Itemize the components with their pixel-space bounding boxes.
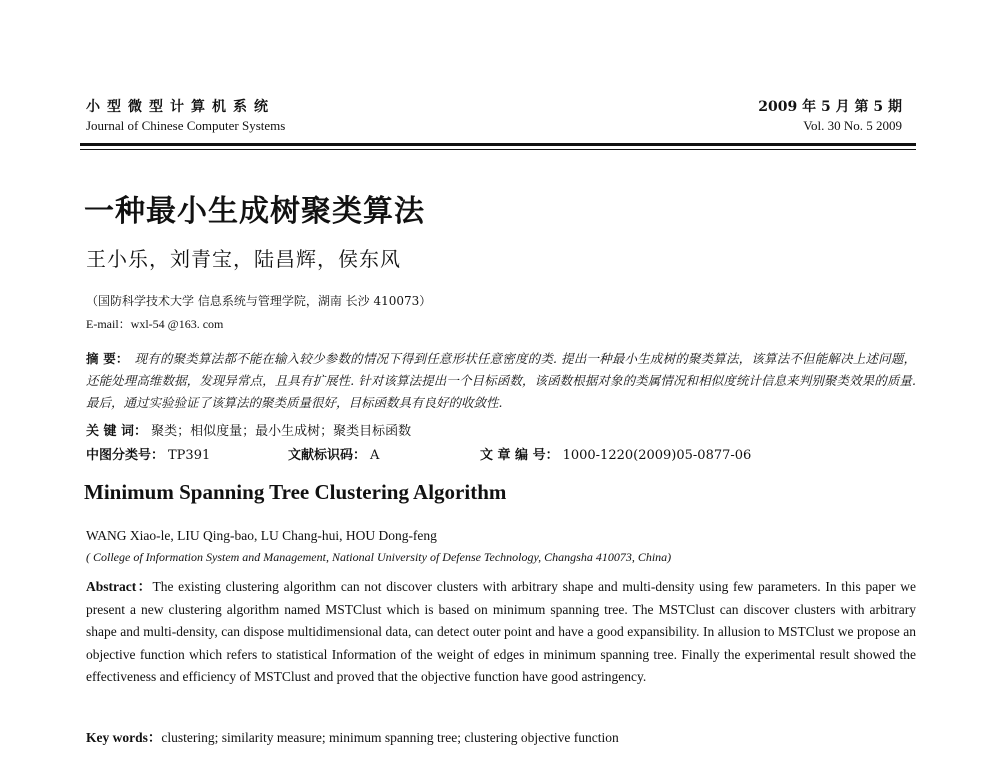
journal-title-en: Journal of Chinese Computer Systems (86, 118, 286, 133)
authors-en: WANG Xiao-le, LIU Qing-bao, LU Chang-hui, HOU Dong-feng (86, 528, 437, 543)
article-number (480, 444, 751, 463)
abstract-cn (86, 348, 916, 414)
affiliation-cn: （国防科学技术大学 信息系统与管理学院，湖南 长沙 410073） (86, 294, 432, 308)
keywords-cn-text: 聚类；相似度量；最小生成树；聚类目标函数 (151, 424, 412, 439)
abstract-en (86, 576, 916, 689)
author-email: E-mail：wxl-54 @163. com (86, 317, 224, 331)
issue-info-cn: 2009 年 5 月 第 5 期 (758, 99, 902, 115)
article-no-label: 文 章 编 号： (480, 448, 559, 463)
abstract-en-text: The existing clustering algorithm can not discover clusters with arbitrary shape and multi-density using few parameters. In this paper we present a new clustering algorithm named MSTClust which is based on minimum spanning tree. The MSTClust can discover clusters with arbitrary shape and multi-density, can dispose multidimensional data, can detect outer point and have a good expansibility. In allusion to MSTClust we propose an objective function which refers to statistical Information of the weight of edges in minimum spanning tree. Finally the experimental result showed the effectiveness and efficiency of MSTClust and proved that the objective function have good astringency. (86, 579, 916, 684)
keywords-en-text: clustering; similarity measure; minimum spanning tree; clustering objective function (161, 730, 619, 745)
abstract-cn-text: 现有的聚类算法都不能在输入较少参数的情况下得到任意形状任意密度的类. 提出一种最小生成树的聚类算法，该算法不但能解决上述问题，还能处理高维数据，发现异常点，且具有扩展性. 针对该算法提出一个目标函数，该函数根据对象的类属情况和相似度统计信息来判别聚类效果的质量. 最后，通过实验验证了该算法的聚类质量很好，目标函数具有良好的收敛性. (86, 351, 916, 410)
article-title-en: Minimum Spanning Tree Clustering Algorithm (84, 480, 507, 504)
keywords-cn (86, 420, 411, 439)
clc-number (86, 444, 210, 463)
clc-value: TP391 (168, 448, 211, 463)
keywords-cn-label: 关 键 词： (86, 424, 148, 439)
doc-code-label: 文献标识码： (288, 448, 367, 463)
doc-code-value: A (370, 448, 380, 463)
abstract-en-label: Abstract： (86, 579, 153, 594)
authors-cn: 王小乐，刘青宝，陆昌辉，侯东风 (86, 247, 401, 271)
issue-info-en: Vol. 30 No. 5 2009 (803, 118, 902, 133)
article-no-value: 1000-1220(2009)05-0877-06 (562, 448, 752, 463)
clc-label: 中图分类号： (86, 448, 165, 463)
header-rule-thin (80, 149, 916, 150)
keywords-en (86, 726, 619, 746)
header-rule-thick (80, 143, 916, 146)
document-code (288, 444, 379, 463)
affiliation-en: ( College of Information System and Management, National University of Defense Technology, Changsha 410073, China) (86, 550, 672, 564)
abstract-cn-label: 摘 要： (86, 351, 129, 366)
article-title-cn: 一种最小生成树聚类算法 (84, 194, 425, 229)
keywords-en-label: Key words： (86, 730, 162, 745)
journal-title-cn: 小型微型计算机系统 (86, 99, 275, 115)
